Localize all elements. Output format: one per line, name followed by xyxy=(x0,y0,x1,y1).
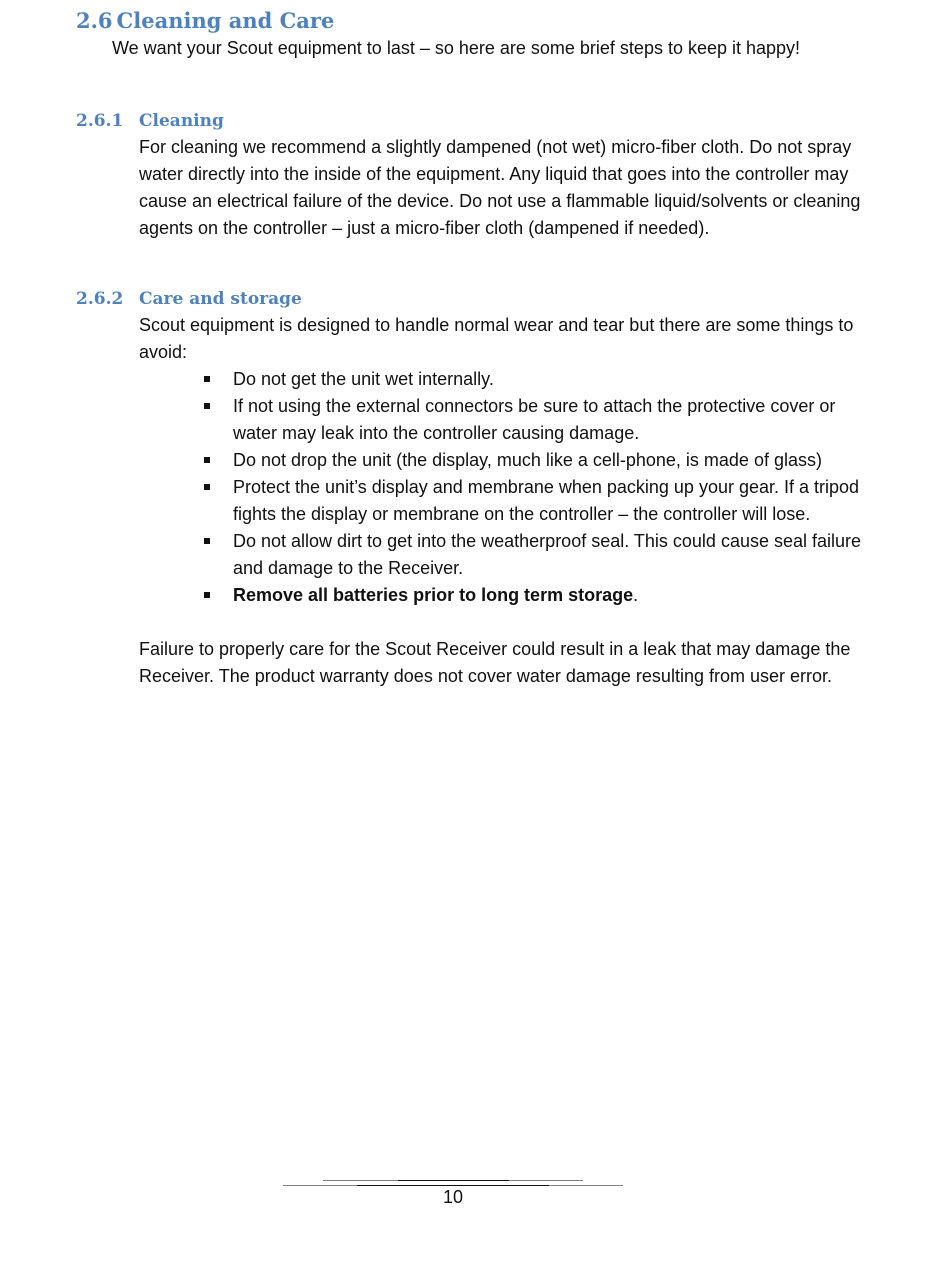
footer-rule-accent xyxy=(398,1180,509,1181)
care-title: Care and storage xyxy=(139,289,302,309)
care-closing-paragraph xyxy=(139,636,879,690)
batteries-warning: Remove all batteries prior to long term storage xyxy=(233,585,634,605)
list-item-line: Do not get the unit wet internally. xyxy=(233,369,494,389)
section-intro: We want your Scout equipment to last – so here are some brief steps to keep it happy! xyxy=(112,38,801,58)
page-number: 10 xyxy=(442,1187,464,1207)
cleaning-line: water directly into the inside of the equipment. Any liquid that goes into the controller may xyxy=(139,164,849,184)
bullet-square-icon xyxy=(204,592,210,598)
care-number: 2.6.2 xyxy=(76,289,124,309)
closing-line: Receiver. The product warranty does not cover water damage resulting from user error. xyxy=(139,666,832,686)
list-item xyxy=(199,474,879,528)
list-item xyxy=(199,366,879,393)
section-title: Cleaning and Care xyxy=(116,8,335,33)
list-item xyxy=(199,393,879,447)
section-heading xyxy=(76,8,334,33)
list-item-line: and damage to the Receiver. xyxy=(233,558,464,578)
cleaning-number: 2.6.1 xyxy=(76,111,124,131)
care-heading xyxy=(76,289,476,311)
care-intro-line: Scout equipment is designed to handle normal wear and tear but there are some things to xyxy=(139,315,854,335)
bullet-square-icon xyxy=(204,484,210,490)
list-item-line: Do not drop the unit (the display, much like a cell-phone, is made of glass) xyxy=(233,450,822,470)
list-item-line: water may leak into the controller causing damage. xyxy=(233,423,640,443)
list-item-line: fights the display or membrane on the controller – the controller will lose. xyxy=(233,504,811,524)
list-item xyxy=(199,447,879,474)
bullet-square-icon xyxy=(204,403,210,409)
list-item-line: Do not allow dirt to get into the weatherproof seal. This could cause seal failure xyxy=(233,531,862,551)
footer-rule-accent xyxy=(357,1185,549,1186)
cleaning-paragraph xyxy=(139,134,879,242)
list-item-line: If not using the external connectors be sure to attach the protective cover or xyxy=(233,396,836,416)
closing-line: Failure to properly care for the Scout Receiver could result in a leak that may damage the xyxy=(139,639,851,659)
care-bullet-list xyxy=(199,366,879,609)
cleaning-title: Cleaning xyxy=(139,111,224,131)
care-intro-line: avoid: xyxy=(139,342,188,362)
cleaning-line: cause an electrical failure of the device. Do not use a flammable liquid/solvents or cleaning xyxy=(139,191,861,211)
cleaning-line: agents on the controller – just a micro-fiber cloth (dampened if needed). xyxy=(139,218,710,238)
list-item-line: Protect the unit’s display and membrane when packing up your gear. If a tripod xyxy=(233,477,860,497)
care-intro xyxy=(139,312,879,366)
section-number: 2.6 xyxy=(76,8,113,33)
list-item xyxy=(199,582,879,609)
list-item xyxy=(199,528,879,582)
batteries-warning-tail: . xyxy=(633,585,639,605)
list-item-line xyxy=(233,582,879,609)
cleaning-line: For cleaning we recommend a slightly dampened (not wet) micro-fiber cloth. Do not spray xyxy=(139,137,852,157)
bullet-square-icon xyxy=(204,457,210,463)
bullet-square-icon xyxy=(204,376,210,382)
cleaning-heading xyxy=(76,111,376,133)
bullet-square-icon xyxy=(204,538,210,544)
